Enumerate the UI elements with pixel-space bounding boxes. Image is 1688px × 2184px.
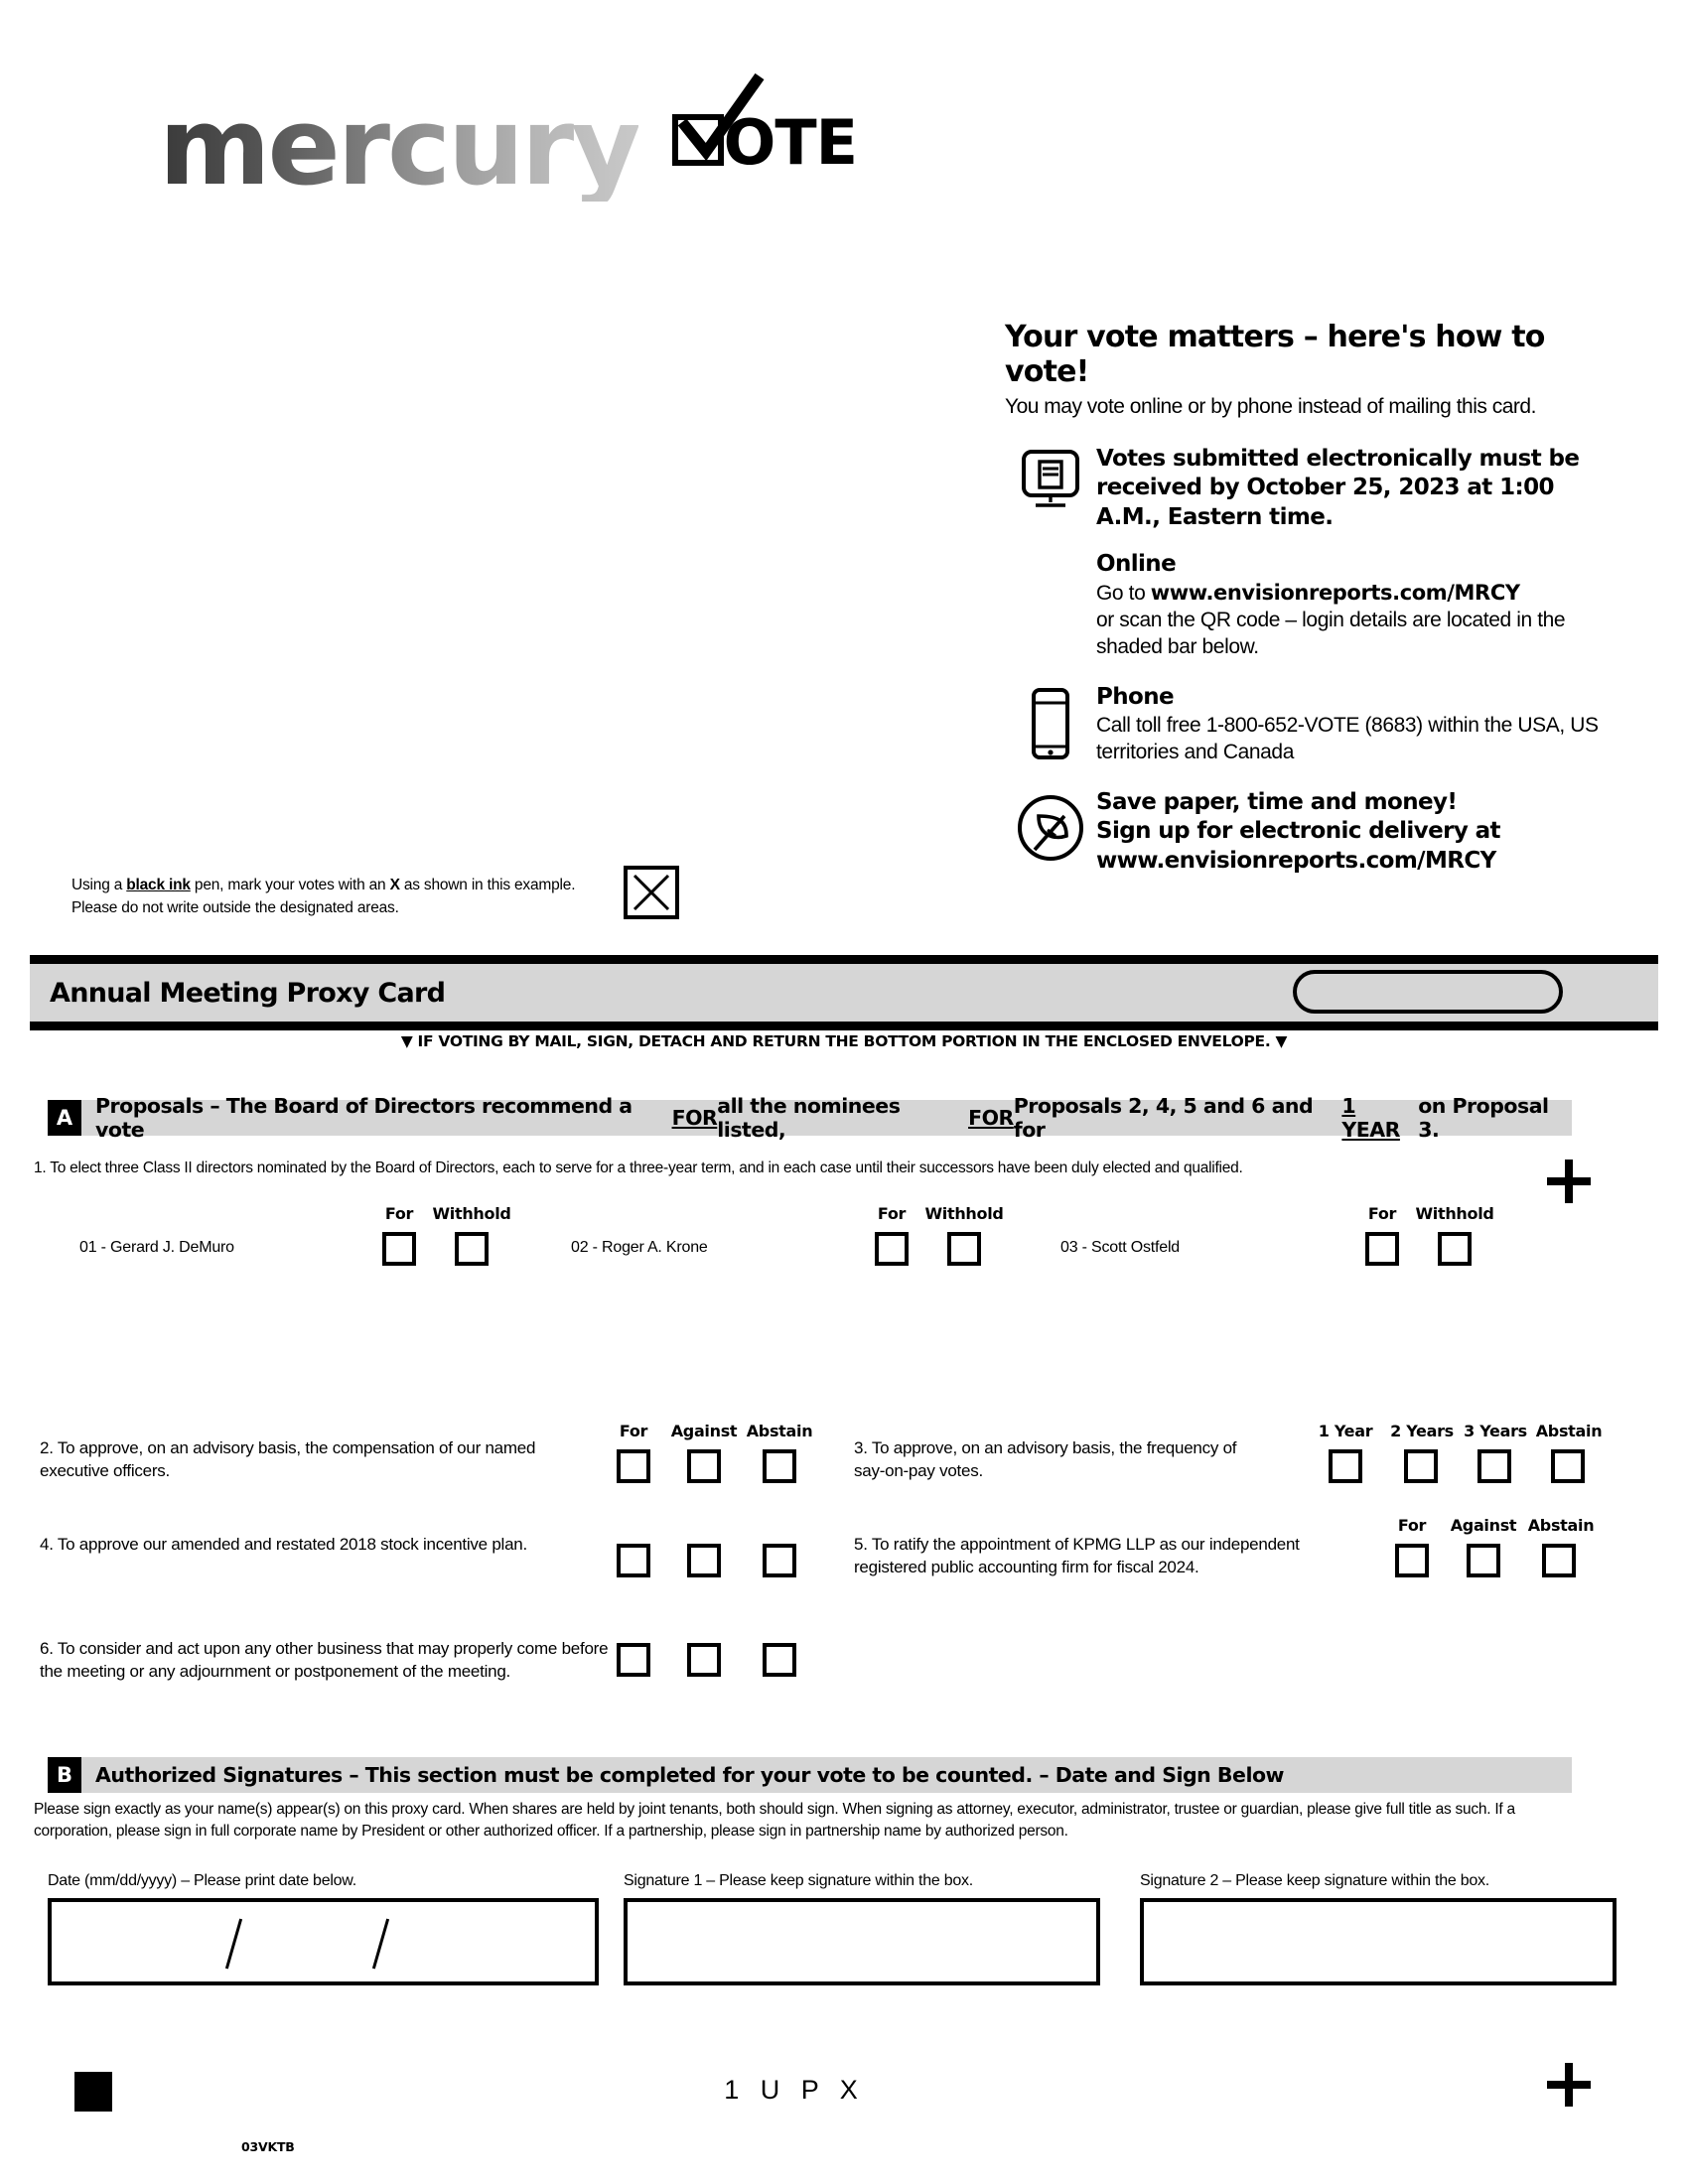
proposal-6-text: [40, 1638, 616, 1684]
proposal-4-body: To approve our amended and restated 2018 stock incentive plan.: [57, 1535, 527, 1554]
proposal-3-1year-label: 1 Year: [1318, 1422, 1373, 1440]
proposal-4-text: [40, 1534, 576, 1557]
proxy-card-header-bar: [30, 955, 1658, 1030]
online-url[interactable]: www.envisionreports.com/MRCY: [1150, 580, 1520, 605]
vote-logo-mark: [672, 106, 857, 179]
nominee-3-withhold-label: Withhold: [1415, 1204, 1494, 1223]
nominee-1-label: 01 - Gerard J. DeMuro: [79, 1239, 234, 1256]
proposal-3-abstain-label: Abstain: [1535, 1422, 1603, 1440]
nominee-2-withhold-label: Withhold: [924, 1204, 1004, 1223]
black-ink-emphasis: black ink: [126, 877, 191, 893]
section-a-one-year: 1 YEAR: [1341, 1094, 1400, 1142]
control-number-field[interactable]: [1293, 970, 1563, 1014]
phone-title: Phone: [1096, 683, 1175, 710]
online-goto-prefix: Go to: [1096, 581, 1151, 605]
proposal-3-text: [854, 1437, 1271, 1483]
proposal-2-abstain-checkbox[interactable]: [763, 1449, 796, 1483]
proposal-3-2years-checkbox[interactable]: [1404, 1449, 1438, 1483]
registration-mark: [74, 2072, 112, 2112]
vote-instructions-panel: [1005, 320, 1601, 897]
section-a-part3: Proposals 2, 4, 5 and 6 and for: [1013, 1094, 1314, 1142]
proposal-5-for-checkbox[interactable]: [1395, 1544, 1429, 1577]
proposal-2-text: [40, 1437, 576, 1483]
date-input-box[interactable]: [48, 1898, 599, 1985]
form-code: 03VKTB: [241, 2139, 295, 2154]
marking-instructions-line1: [71, 874, 628, 896]
section-a-part1: Proposals – The Board of Directors recommend a vote: [95, 1094, 633, 1142]
monitor-icon: [1005, 445, 1096, 510]
proposal-5-against-checkbox[interactable]: [1467, 1544, 1500, 1577]
proposal-5-text: [854, 1534, 1340, 1579]
nominee-2-for-checkbox[interactable]: [875, 1232, 909, 1266]
proposal-4-for-checkbox[interactable]: [617, 1544, 650, 1577]
card-bar-top-rule: [30, 955, 1658, 964]
phone-voting-body: [1096, 683, 1601, 766]
section-a-heading: [81, 1094, 1572, 1142]
mobile-phone-icon: [1005, 683, 1096, 760]
proposal-4-against-checkbox[interactable]: [687, 1544, 721, 1577]
section-a-part4: on Proposal 3.: [1418, 1094, 1549, 1142]
ink-middle: pen, mark your votes with an: [190, 877, 390, 893]
upx-code: 1 U P X: [724, 2075, 865, 2105]
proposal-6-against-checkbox[interactable]: [687, 1643, 721, 1677]
section-b-header: [48, 1757, 1572, 1793]
proposal-4-number: 4.: [40, 1535, 54, 1554]
online-icon-spacer: [1005, 550, 1096, 554]
signature-2-label: Signature 2 – Please keep signature within the box.: [1140, 1872, 1489, 1889]
proposal-6-abstain-checkbox[interactable]: [763, 1643, 796, 1677]
proposal-3-body: To approve, on an advisory basis, the frequency of say-on-pay votes.: [854, 1438, 1237, 1480]
online-qr-line: or scan the QR code – login details are located in the shaded bar below.: [1096, 609, 1566, 659]
proposal-5-abstain-checkbox[interactable]: [1542, 1544, 1576, 1577]
mercury-vote-logo: [159, 85, 874, 213]
proposal-1-text: 1. To elect three Class II directors nominated by the Board of Directors, each to serve for a three-year term, and in each case until their successors have been duly elected and qualified.: [34, 1160, 1243, 1176]
section-b-letter: B: [48, 1757, 81, 1793]
nominee-3-for-checkbox[interactable]: [1365, 1232, 1399, 1266]
proposal-3-abstain-checkbox[interactable]: [1551, 1449, 1585, 1483]
section-a-for1: FOR: [671, 1106, 718, 1130]
proposal-5-body: To ratify the appointment of KPMG LLP as our independent registered public accounting firm for fiscal 2024.: [854, 1535, 1300, 1576]
x-mark-icon: [628, 870, 675, 915]
signature-instructions: Please sign exactly as your name(s) appear(s) on this proxy card. When shares are held by joint tenants, both should sign. When signing as attorney, executor, administrator, trustee or guardian, please give full title as such. If a corporation, please sign in full corporate name by President or other authorized officer. If a partnership, please sign in partnership name by authorized person.: [34, 1801, 1515, 1841]
proposal-2-abstain-label: Abstain: [746, 1422, 813, 1440]
section-a-header: [48, 1094, 1572, 1142]
signature-1-box[interactable]: [624, 1898, 1100, 1985]
section-a-part2: all the nominees listed,: [717, 1094, 901, 1142]
electronic-voting-body: [1096, 445, 1601, 532]
proposal-3-number: 3.: [854, 1438, 868, 1457]
proposal-2-number: 2.: [40, 1438, 54, 1457]
signature-1-label: Signature 1 – Please keep signature within the box.: [624, 1872, 973, 1889]
page-title: Annual Meeting Proxy Card: [50, 977, 446, 1009]
signature-2-box[interactable]: [1140, 1898, 1617, 1985]
phone-text: Call toll free 1-800-652-VOTE (8683) within the USA, US territories and Canada: [1096, 714, 1599, 764]
detach-instruction: ▼ IF VOTING BY MAIL, SIGN, DETACH AND RETURN THE BOTTOM PORTION IN THE ENCLOSED ENVELOPE. ▼: [400, 1032, 1288, 1050]
nominee-3-withhold-checkbox[interactable]: [1438, 1232, 1472, 1266]
crosshair-mark-top-right: [1547, 1160, 1591, 1203]
vote-instructions-heading: Your vote matters – here's how to vote!: [1005, 320, 1545, 389]
no-paper-leaf-icon: [1005, 788, 1096, 864]
online-title: Online: [1096, 551, 1177, 578]
proposal-2-body: To approve, on an advisory basis, the compensation of our named executive officers.: [40, 1438, 536, 1480]
phone-voting-row: [1005, 683, 1601, 766]
nominee-3-label: 03 - Scott Ostfeld: [1060, 1239, 1181, 1256]
online-url-line: [1096, 580, 1601, 607]
ink-prefix: Using a: [71, 877, 127, 893]
proposal-3-3years-label: 3 Years: [1464, 1422, 1527, 1440]
proposal-5-number: 5.: [854, 1535, 868, 1554]
vote-instructions-subheading: You may vote online or by phone instead of mailing this card.: [1005, 395, 1536, 418]
proposal-6-for-checkbox[interactable]: [617, 1643, 650, 1677]
crosshair-mark-bottom-right: [1547, 2063, 1591, 2107]
marking-instructions: [71, 874, 628, 920]
proposal-5-against-label: Against: [1450, 1516, 1517, 1535]
save-paper-body: [1096, 788, 1601, 876]
proposal-5-abstain-label: Abstain: [1527, 1516, 1595, 1535]
date-slash-1: [225, 1919, 242, 1970]
nominee-2-withhold-checkbox[interactable]: [947, 1232, 981, 1266]
online-voting-body: [1096, 550, 1601, 660]
proposal-2-for-checkbox[interactable]: [617, 1449, 650, 1483]
checkmark-icon: [676, 72, 766, 168]
date-slash-2: [372, 1919, 389, 1970]
save-paper-line1: Save paper, time and money!: [1096, 788, 1458, 815]
nominee-2-label: 02 - Roger A. Krone: [571, 1239, 708, 1256]
nominee-1-withhold-checkbox[interactable]: [455, 1232, 489, 1266]
proposal-6-body: To consider and act upon any other business that may properly come before the meeting or any adjournment or postponement of the meeting.: [40, 1639, 609, 1681]
nominee-1-for-label: For: [384, 1204, 414, 1223]
date-field-label: Date (mm/dd/yyyy) – Please print date below.: [48, 1872, 356, 1889]
proposal-2-for-label: For: [619, 1422, 648, 1440]
x-emphasis: X: [389, 877, 400, 893]
proposal-3-1year-checkbox[interactable]: [1329, 1449, 1362, 1483]
nominee-1-for-checkbox[interactable]: [382, 1232, 416, 1266]
proposal-4-abstain-checkbox[interactable]: [763, 1544, 796, 1577]
proposal-2-against-label: Against: [670, 1422, 738, 1440]
card-bar-bottom-rule: [30, 1022, 1658, 1030]
vote-logo-text: OTE: [723, 105, 857, 179]
nominee-1-withhold-label: Withhold: [432, 1204, 511, 1223]
save-paper-line2: Sign up for electronic delivery at: [1096, 818, 1500, 845]
x-mark-example-box: [624, 866, 679, 919]
marking-instructions-line2: Please do not write outside the designated areas.: [71, 899, 399, 917]
mercury-wordmark: mercury: [159, 85, 638, 209]
electronic-voting-row: [1005, 445, 1601, 532]
nominee-2-for-label: For: [877, 1204, 907, 1223]
electronic-voting-text: Votes submitted electronically must be received by October 25, 2023 at 1:00 A.M., Eastern time.: [1096, 446, 1580, 530]
nominee-3-for-label: For: [1367, 1204, 1397, 1223]
card-bar-body: [30, 964, 1658, 1022]
section-a-for2: FOR: [968, 1106, 1014, 1130]
proposal-3-2years-label: 2 Years: [1390, 1422, 1454, 1440]
proposal-3-3years-checkbox[interactable]: [1477, 1449, 1511, 1483]
proposal-2-against-checkbox[interactable]: [687, 1449, 721, 1483]
save-paper-url[interactable]: www.envisionreports.com/MRCY: [1096, 847, 1496, 874]
section-b-heading: Authorized Signatures – This section must be completed for your vote to be counted. – Date and Sign Below: [81, 1757, 1572, 1793]
ink-suffix: as shown in this example.: [399, 877, 576, 893]
proposal-5-for-label: For: [1397, 1516, 1427, 1535]
save-paper-row: [1005, 788, 1601, 876]
proposal-6-number: 6.: [40, 1639, 54, 1658]
online-voting-row: [1005, 550, 1601, 660]
section-a-letter: A: [48, 1100, 81, 1136]
